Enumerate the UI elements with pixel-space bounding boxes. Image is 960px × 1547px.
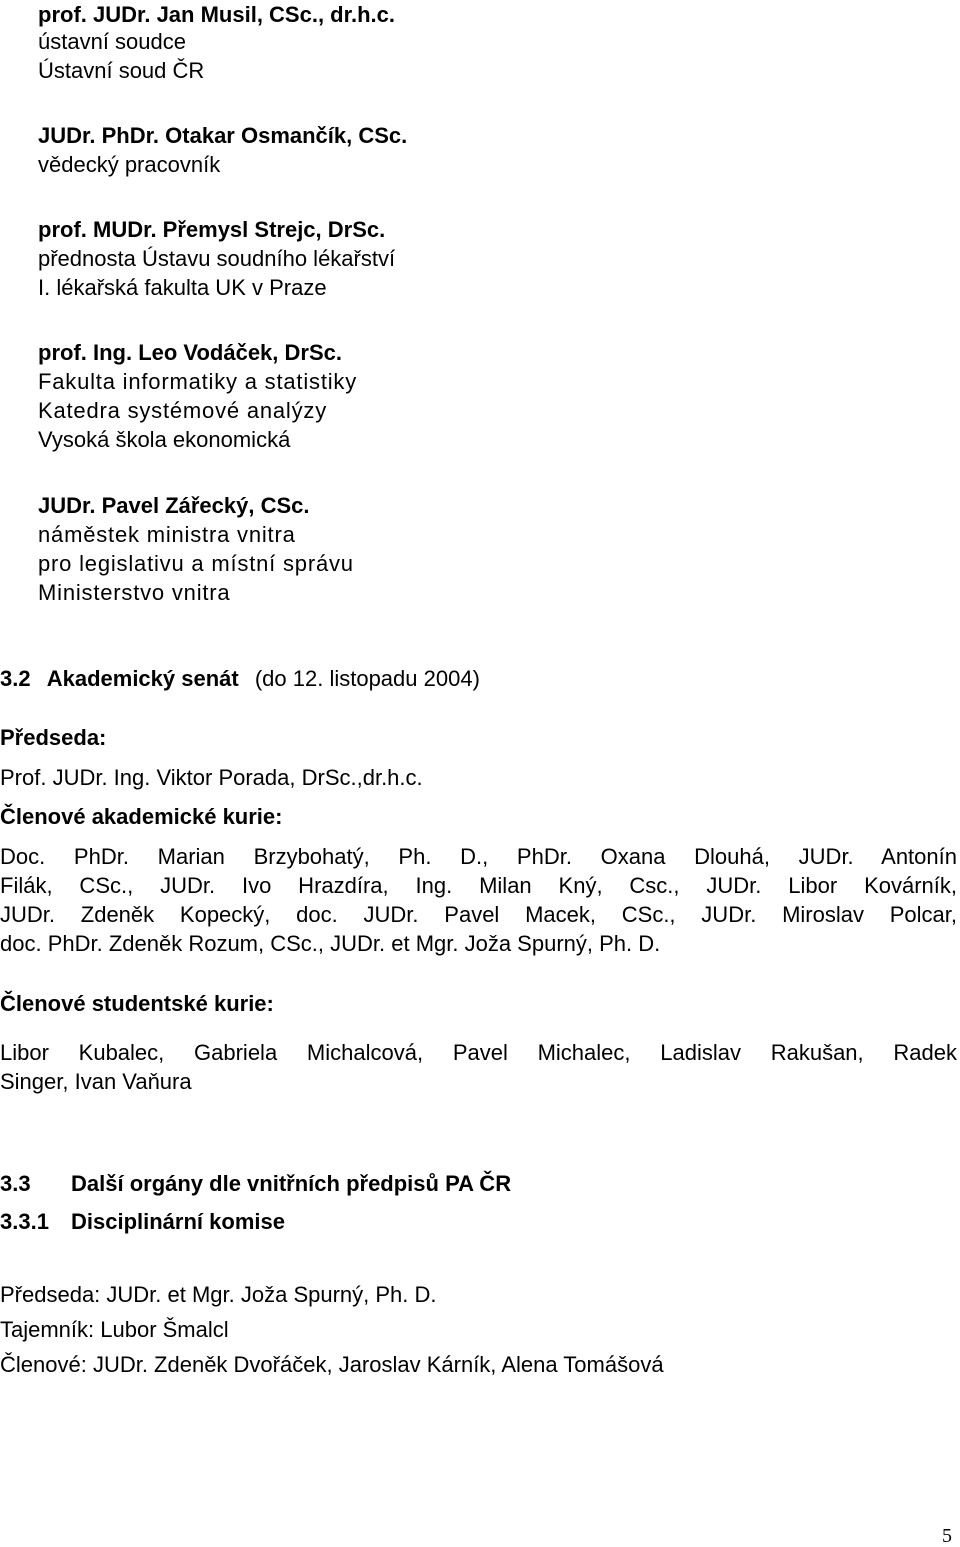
person-4-name: prof. Ing. Leo Vodáček, DrSc. <box>38 340 342 365</box>
academic-line-4: doc. PhDr. Zdeněk Rozum, CSc., JUDr. et Mgr. Jožа Spurný, Ph. D. <box>0 931 661 956</box>
person-4-line-1: Fakulta informatiky a statistiky <box>38 369 358 394</box>
other-heading <box>0 1169 511 1198</box>
person-3-line-1: přednosta Ústavu soudního lékařství <box>38 246 396 271</box>
disciplinary-members: Členové: JUDr. Zdeněk Dvořáček, Jaroslav Kárník, Alena Tomášová <box>0 1352 664 1377</box>
chair-name: Prof. JUDr. Ing. Viktor Porada, DrSc.,dr.h.c. <box>0 765 423 790</box>
page-number: 5 <box>942 1525 952 1547</box>
person-1-line-1: ústavní soudce <box>38 29 186 54</box>
disciplinary-title: Disciplinární komise <box>71 1209 285 1234</box>
person-2-name: JUDr. PhDr. Otakar Osmančík, CSc. <box>38 123 408 148</box>
person-4-line-3: Vysoká škola ekonomická <box>38 427 291 452</box>
senate-date-note: (do 12. listopadu 2004) <box>254 666 480 691</box>
student-label: Členové studentské kurie: <box>0 991 274 1016</box>
chair-label: Předseda: <box>0 725 107 750</box>
person-1-line-2: Ústavní soud ČR <box>38 58 205 83</box>
disciplinary-number: 3.3.1 <box>0 1209 49 1234</box>
person-5-line-3: Ministerstvo vnitra <box>38 580 231 605</box>
person-1-name: prof. JUDr. Jan Musil, CSc., dr.h.c. <box>38 2 395 27</box>
academic-line-3: JUDr. Zdeněk Kopecký, doc. JUDr. Pavel Macek, CSc., JUDr. Miroslav Polcar, <box>0 902 957 927</box>
person-4-line-2: Katedra systémové analýzy <box>38 398 328 423</box>
academic-line-2: Filák, CSc., JUDr. Ivo Hrazdíra, Ing. Milan Kný, Csc., JUDr. Libor Kovárník, <box>0 873 957 898</box>
disciplinary-heading <box>0 1207 285 1236</box>
other-title: Další orgány dle vnitřních předpisů PA ČR <box>71 1171 512 1196</box>
person-5-line-1: náměstek ministra vnitra <box>38 522 296 547</box>
person-5-line-2: pro legislativu a místní správu <box>38 551 354 576</box>
senate-title: Akademický senát <box>46 666 239 691</box>
person-5-name: JUDr. Pavel Zářecký, CSc. <box>38 493 310 518</box>
person-2-line-1: vědecký pracovník <box>38 152 221 177</box>
senate-heading <box>0 664 480 693</box>
student-line-1: Libor Kubalec, Gabriela Michalcová, Pavel Michalec, Ladislav Rakušan, Radek <box>0 1040 957 1065</box>
academic-line-1: Doc. PhDr. Marian Brzybohatý, Ph. D., PhDr. Oxana Dlouhá, JUDr. Antonín <box>0 844 957 869</box>
academic-label: Členové akademické kurie: <box>0 804 283 829</box>
person-3-name: prof. MUDr. Přemysl Strejc, DrSc. <box>38 217 386 242</box>
other-number: 3.3 <box>0 1171 31 1196</box>
student-line-2: Singer, Ivan Vaňura <box>0 1069 192 1094</box>
disciplinary-chair: Předseda: JUDr. et Mgr. Jožа Spurný, Ph. D. <box>0 1282 437 1307</box>
disciplinary-secretary: Tajemník: Lubor Šmalcl <box>0 1317 229 1342</box>
senate-number: 3.2 <box>0 666 31 691</box>
person-3-line-2: I. lékařská fakulta UK v Praze <box>38 275 327 300</box>
